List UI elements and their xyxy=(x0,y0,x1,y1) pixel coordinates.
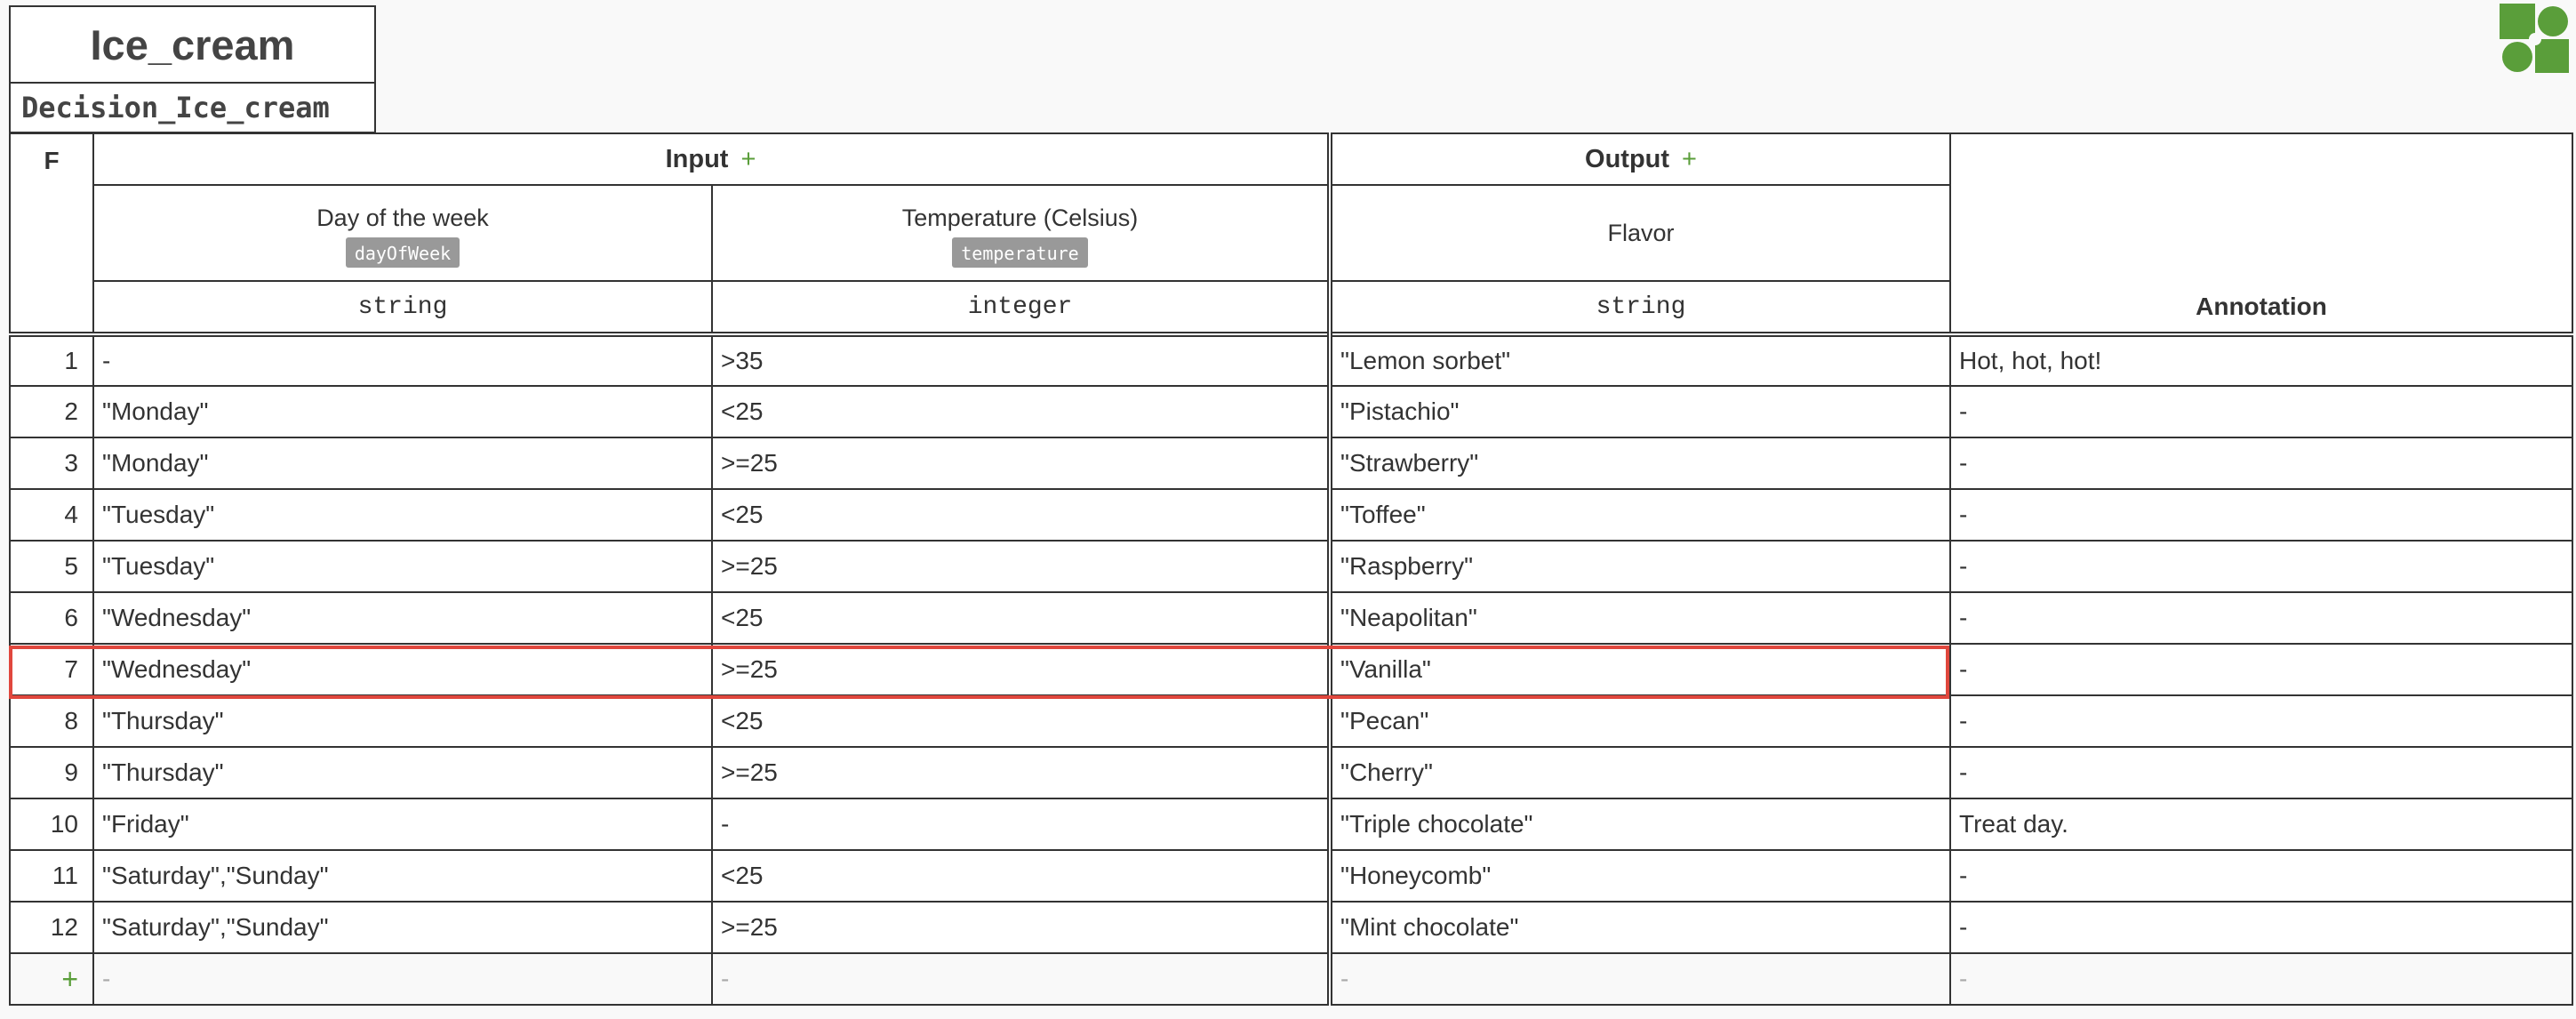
annotation-cell[interactable]: - xyxy=(1950,695,2572,747)
annotation-cell[interactable]: - xyxy=(1950,747,2572,798)
input-group-header xyxy=(93,133,1330,185)
output-cell-flavor[interactable]: "Toffee" xyxy=(1330,489,1950,541)
input-cell-temperature[interactable]: >=25 xyxy=(712,902,1330,953)
output-cell-flavor[interactable]: "Lemon sorbet" xyxy=(1330,334,1950,386)
type-ref-flavor[interactable]: string xyxy=(1330,281,1950,334)
output-cell-flavor[interactable]: "Triple chocolate" xyxy=(1330,798,1950,850)
decision-table xyxy=(9,132,2573,1006)
annotation-cell[interactable]: - xyxy=(1950,541,2572,592)
table-row[interactable] xyxy=(10,747,2572,798)
input-cell-temperature[interactable]: >=25 xyxy=(712,644,1330,695)
output-group-header xyxy=(1330,133,1950,185)
input-cell-day[interactable]: "Monday" xyxy=(93,386,712,437)
annotation-cell[interactable]: - xyxy=(1950,644,2572,695)
input-column-temperature[interactable] xyxy=(712,185,1330,281)
input-cell-day[interactable]: "Monday" xyxy=(93,437,712,489)
annotation-cell[interactable]: Hot, hot, hot! xyxy=(1950,334,2572,386)
input-cell-temperature[interactable]: <25 xyxy=(712,592,1330,644)
annotation-cell[interactable]: - xyxy=(1950,850,2572,902)
output-cell-flavor[interactable]: "Pistachio" xyxy=(1330,386,1950,437)
table-row[interactable] xyxy=(10,850,2572,902)
add-rule-placeholder-temperature[interactable]: - xyxy=(712,953,1330,1005)
table-row[interactable] xyxy=(10,386,2572,437)
dmn-logo-icon xyxy=(2500,4,2569,73)
output-cell-flavor[interactable]: "Honeycomb" xyxy=(1330,850,1950,902)
table-row[interactable] xyxy=(10,489,2572,541)
input-cell-day[interactable]: "Tuesday" xyxy=(93,489,712,541)
input-cell-day[interactable]: "Tuesday" xyxy=(93,541,712,592)
output-cell-flavor[interactable]: "Pecan" xyxy=(1330,695,1950,747)
add-input-plus-icon[interactable]: + xyxy=(740,144,756,173)
input-column-day[interactable] xyxy=(93,185,712,281)
input-cell-temperature[interactable]: >=25 xyxy=(712,437,1330,489)
decision-id[interactable]: Decision_Ice_cream xyxy=(9,84,376,133)
input-expression-chip-day[interactable]: dayOfWeek xyxy=(346,237,460,268)
rule-index-cell[interactable]: 2 xyxy=(10,386,93,437)
rule-index-cell[interactable]: 9 xyxy=(10,747,93,798)
output-group-label: Output xyxy=(1585,144,1670,173)
input-cell-temperature[interactable]: <25 xyxy=(712,386,1330,437)
rule-index-cell[interactable]: 8 xyxy=(10,695,93,747)
hit-policy-cell[interactable]: F xyxy=(10,133,93,334)
output-label-flavor: Flavor xyxy=(1607,219,1675,246)
rule-index-cell[interactable]: 6 xyxy=(10,592,93,644)
input-cell-day[interactable]: "Saturday","Sunday" xyxy=(93,902,712,953)
table-row[interactable] xyxy=(10,437,2572,489)
input-cell-temperature[interactable]: >=25 xyxy=(712,541,1330,592)
input-cell-day[interactable]: "Wednesday" xyxy=(93,592,712,644)
table-row[interactable] xyxy=(10,902,2572,953)
input-group-label: Input xyxy=(665,144,729,173)
input-cell-day[interactable]: "Friday" xyxy=(93,798,712,850)
table-row[interactable] xyxy=(10,592,2572,644)
annotation-header: Annotation xyxy=(1950,133,2572,334)
type-ref-day[interactable]: string xyxy=(93,281,712,334)
input-expression-chip-temperature[interactable]: temperature xyxy=(952,237,1087,268)
output-column-flavor[interactable] xyxy=(1330,185,1950,281)
table-row[interactable] xyxy=(10,695,2572,747)
output-cell-flavor[interactable]: "Strawberry" xyxy=(1330,437,1950,489)
annotation-cell[interactable]: Treat day. xyxy=(1950,798,2572,850)
rule-index-cell[interactable]: 4 xyxy=(10,489,93,541)
input-cell-day[interactable]: "Thursday" xyxy=(93,747,712,798)
add-rule-row[interactable] xyxy=(10,953,2572,1005)
output-cell-flavor[interactable]: "Cherry" xyxy=(1330,747,1950,798)
rule-index-cell[interactable]: 1 xyxy=(10,334,93,386)
add-rule-plus-icon[interactable]: + xyxy=(10,953,93,1005)
add-rule-placeholder-annotation[interactable]: - xyxy=(1950,953,2572,1005)
rule-index-cell[interactable]: 12 xyxy=(10,902,93,953)
annotation-cell[interactable]: - xyxy=(1950,386,2572,437)
annotation-cell[interactable]: - xyxy=(1950,437,2572,489)
input-cell-temperature[interactable]: >=25 xyxy=(712,747,1330,798)
add-rule-placeholder-flavor[interactable]: - xyxy=(1330,953,1950,1005)
add-output-plus-icon[interactable]: + xyxy=(1682,144,1697,173)
type-ref-temperature[interactable]: integer xyxy=(712,281,1330,334)
input-cell-day[interactable]: "Thursday" xyxy=(93,695,712,747)
input-cell-temperature[interactable]: - xyxy=(712,798,1330,850)
annotation-cell[interactable]: - xyxy=(1950,592,2572,644)
rule-index-cell[interactable]: 5 xyxy=(10,541,93,592)
output-cell-flavor[interactable]: "Neapolitan" xyxy=(1330,592,1950,644)
table-row[interactable] xyxy=(10,798,2572,850)
output-cell-flavor[interactable]: "Vanilla" xyxy=(1330,644,1950,695)
output-cell-flavor[interactable]: "Mint chocolate" xyxy=(1330,902,1950,953)
input-cell-day[interactable]: - xyxy=(93,334,712,386)
annotation-cell[interactable]: - xyxy=(1950,489,2572,541)
rule-index-cell[interactable]: 10 xyxy=(10,798,93,850)
input-cell-day[interactable]: "Saturday","Sunday" xyxy=(93,850,712,902)
input-label-day: Day of the week xyxy=(316,204,489,231)
input-cell-temperature[interactable]: >35 xyxy=(712,334,1330,386)
annotation-cell[interactable]: - xyxy=(1950,902,2572,953)
table-row[interactable] xyxy=(10,644,2572,695)
rule-index-cell[interactable]: 11 xyxy=(10,850,93,902)
rule-index-cell[interactable]: 7 xyxy=(10,644,93,695)
rule-index-cell[interactable]: 3 xyxy=(10,437,93,489)
input-cell-temperature[interactable]: <25 xyxy=(712,850,1330,902)
input-label-temperature: Temperature (Celsius) xyxy=(901,204,1139,231)
output-cell-flavor[interactable]: "Raspberry" xyxy=(1330,541,1950,592)
table-row[interactable] xyxy=(10,541,2572,592)
decision-name[interactable]: Ice_cream xyxy=(9,5,376,84)
input-cell-temperature[interactable]: <25 xyxy=(712,695,1330,747)
add-rule-placeholder-day[interactable]: - xyxy=(93,953,712,1005)
input-cell-temperature[interactable]: <25 xyxy=(712,489,1330,541)
input-cell-day[interactable]: "Wednesday" xyxy=(93,644,712,695)
table-row[interactable] xyxy=(10,334,2572,386)
